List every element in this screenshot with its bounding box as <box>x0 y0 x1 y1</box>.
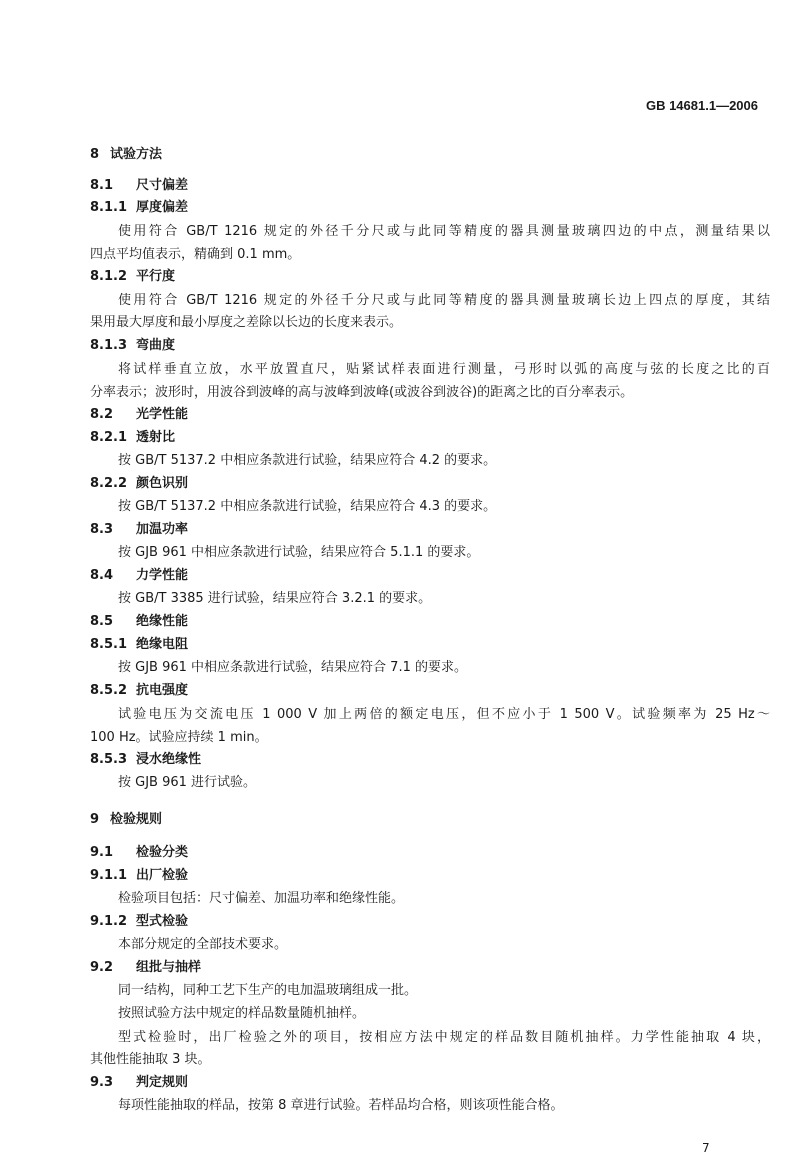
section-heading <box>90 960 201 976</box>
section-number: 9.1.1 <box>90 868 128 883</box>
section-title: 判定规则 <box>136 1075 189 1090</box>
paragraph-line: 其他性能抽取 3 块。 <box>90 1052 211 1067</box>
section-heading <box>90 1075 188 1091</box>
section-heading <box>90 568 188 584</box>
section-heading <box>90 338 175 354</box>
section-title: 光学性能 <box>136 407 189 422</box>
section-number: 8.2.1 <box>90 430 128 445</box>
section-heading <box>90 683 188 699</box>
section-number: 8.5.3 <box>90 752 128 767</box>
section-title: 平行度 <box>136 269 176 284</box>
paragraph-line: 将试样垂直立放，水平放置直尺，贴紧试样表面进行测量，弓形时以弧的高度与弦的长度之比的百 <box>118 362 770 377</box>
paragraph-line: 按 GB/T 5137.2 中相应条款进行试验，结果应符合 4.2 的要求。 <box>118 453 497 468</box>
section-number: 9.2 <box>90 960 114 975</box>
section-heading <box>90 430 175 446</box>
paragraph-line: 按 GJB 961 进行试验。 <box>118 775 257 790</box>
paragraph-line: 同一结构，同种工艺下生产的电加温玻璃组成一批。 <box>118 983 418 998</box>
section-number: 8.1 <box>90 178 114 193</box>
section-heading <box>90 868 188 884</box>
section-title: 透射比 <box>136 430 176 445</box>
section-number: 8.1.1 <box>90 200 128 215</box>
section-heading <box>90 845 188 861</box>
paragraph-line: 按 GB/T 3385 进行试验，结果应符合 3.2.1 的要求。 <box>118 591 432 606</box>
section-title: 试验方法 <box>110 147 163 162</box>
paragraph-line: 本部分规定的全部技术要求。 <box>118 937 288 952</box>
section-title: 弯曲度 <box>136 338 176 353</box>
paragraph-line: 按 GB/T 5137.2 中相应条款进行试验，结果应符合 4.3 的要求。 <box>118 499 497 514</box>
section-number: 8.2 <box>90 407 114 422</box>
section-number: 9 <box>90 812 100 827</box>
section-title: 绝缘性能 <box>136 614 189 629</box>
page-number: 7 <box>702 1141 710 1155</box>
section-heading <box>90 522 188 538</box>
section-title: 加温功率 <box>136 522 189 537</box>
section-heading <box>90 614 188 630</box>
paragraph-line: 按 GJB 961 中相应条款进行试验，结果应符合 7.1 的要求。 <box>118 660 467 675</box>
section-title: 检验规则 <box>110 812 163 827</box>
section-title: 力学性能 <box>136 568 189 583</box>
section-heading <box>90 637 188 653</box>
section-heading <box>90 147 162 163</box>
paragraph-line: 使用符合 GB/T 1216 规定的外径千分尺或与此同等精度的器具测量玻璃四边的中点，测量结果以 <box>118 224 770 239</box>
section-heading <box>90 407 188 423</box>
section-number: 8.1.3 <box>90 338 128 353</box>
section-number: 9.1.2 <box>90 914 128 929</box>
section-title: 绝缘电阻 <box>136 637 189 652</box>
standard-number-header: GB 14681.1—2006 <box>645 98 758 113</box>
section-title: 型式检验 <box>136 914 189 929</box>
section-heading <box>90 269 175 285</box>
paragraph-line: 果用最大厚度和最小厚度之差除以长边的长度来表示。 <box>90 315 403 330</box>
paragraph-line: 按 GJB 961 中相应条款进行试验，结果应符合 5.1.1 的要求。 <box>118 545 480 560</box>
section-title: 组批与抽样 <box>136 960 202 975</box>
section-number: 9.3 <box>90 1075 114 1090</box>
section-number: 8.3 <box>90 522 114 537</box>
section-number: 8.2.2 <box>90 476 128 491</box>
section-heading <box>90 752 201 768</box>
paragraph-line: 分率表示；波形时，用波谷到波峰的高与波峰到波峰(或波谷到波谷)的距离之比的百分率表示。 <box>90 385 634 400</box>
section-heading <box>90 914 188 930</box>
section-number: 9.1 <box>90 845 114 860</box>
section-number: 8.5 <box>90 614 114 629</box>
section-heading <box>90 200 188 216</box>
section-number: 8.4 <box>90 568 114 583</box>
paragraph-line: 每项性能抽取的样品，按第 8 章进行试验。若样品均合格，则该项性能合格。 <box>118 1098 564 1113</box>
section-title: 出厂检验 <box>136 868 189 883</box>
section-number: 8.5.2 <box>90 683 128 698</box>
paragraph-line: 100 Hz。试验应持续 1 min。 <box>90 730 268 745</box>
section-number: 8 <box>90 147 100 162</box>
paragraph-line: 使用符合 GB/T 1216 规定的外径千分尺或与此同等精度的器具测量玻璃长边上四点的厚度，其结 <box>118 293 770 308</box>
paragraph-line: 试验电压为交流电压 1 000 V 加上两倍的额定电压，但不应小于 1 500 V。试验频率为 25 Hz～ <box>118 707 770 722</box>
section-title: 抗电强度 <box>136 683 189 698</box>
section-title: 厚度偏差 <box>136 200 189 215</box>
section-title: 浸水绝缘性 <box>136 752 202 767</box>
section-title: 颜色识别 <box>136 476 189 491</box>
paragraph-line: 四点平均值表示，精确到 0.1 mm。 <box>90 247 301 262</box>
section-number: 8.5.1 <box>90 637 128 652</box>
paragraph-line: 按照试验方法中规定的样品数量随机抽样。 <box>118 1006 366 1021</box>
section-number: 8.1.2 <box>90 269 128 284</box>
section-heading <box>90 476 188 492</box>
section-title: 尺寸偏差 <box>136 178 189 193</box>
section-heading <box>90 178 188 194</box>
section-heading <box>90 812 162 828</box>
paragraph-line: 型式检验时，出厂检验之外的项目，按相应方法中规定的样品数目随机抽样。力学性能抽取 4 块， <box>118 1030 770 1045</box>
section-title: 检验分类 <box>136 845 189 860</box>
paragraph-line: 检验项目包括：尺寸偏差、加温功率和绝缘性能。 <box>118 891 405 906</box>
